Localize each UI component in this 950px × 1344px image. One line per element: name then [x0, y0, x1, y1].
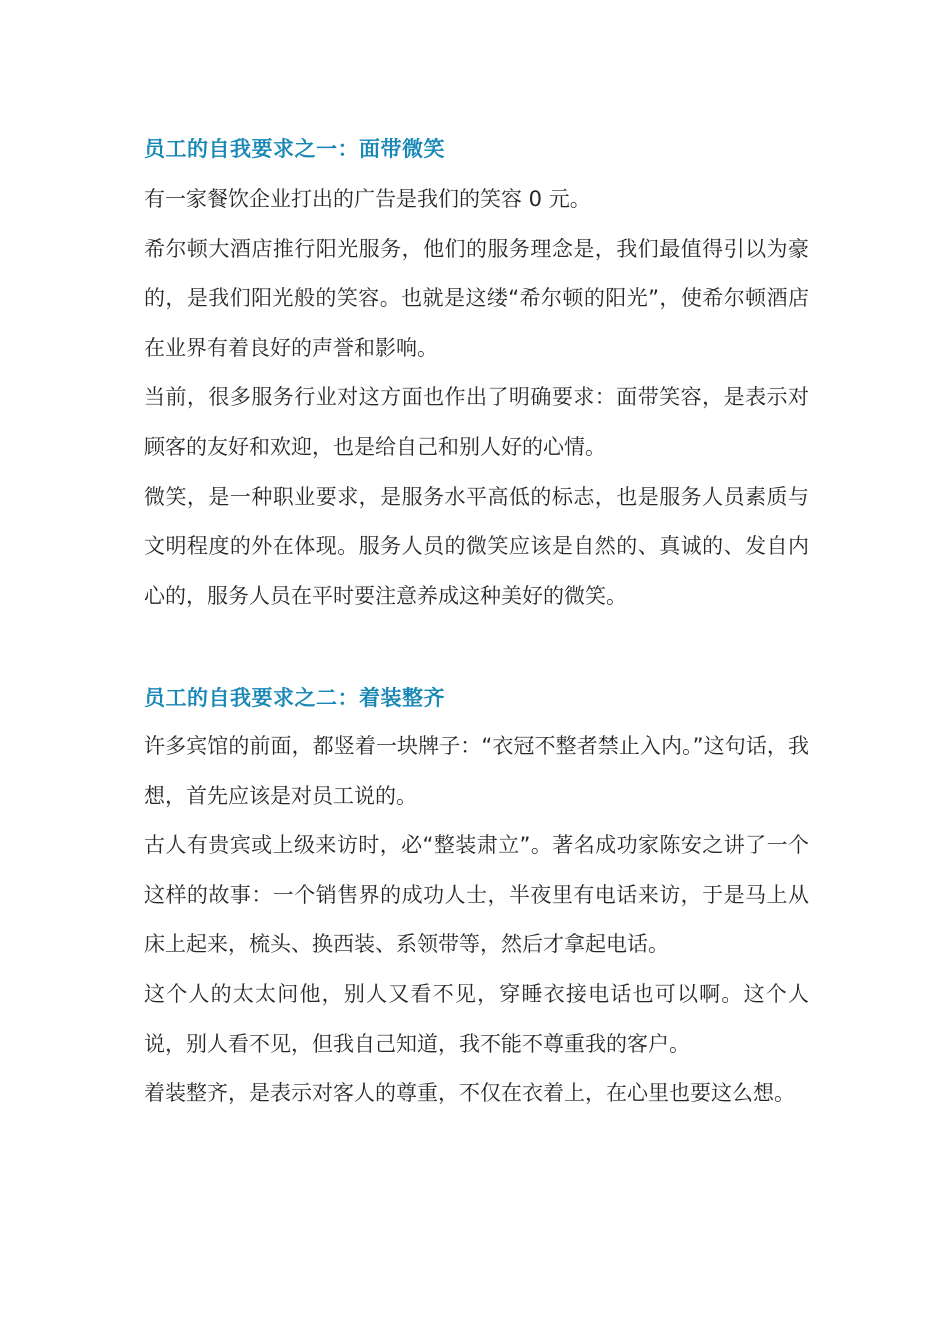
- paragraph: 有一家餐饮企业打出的广告是我们的笑容 0 元。: [144, 187, 591, 211]
- section-attire: [144, 678, 809, 1119]
- paragraph: 这个人的太太问他，别人又看不见，穿睡衣接电话也可以啊。这个人说，别人看不见，但我自己知道，我不能不尊重我的客户。: [144, 981, 809, 1056]
- paragraph: 当前，很多服务行业对这方面也作出了明确要求：面带笑容，是表示对顾客的友好和欢迎，也是给自己和别人好的心情。: [144, 385, 809, 459]
- paragraph: 古人有贵宾或上级来访时，必“整装肃立”。著名成功家陈安之讲了一个这样的故事：一个销售界的成功人士，半夜里有电话来访，于是马上从床上起来，梳头、换西装、系领带等，然后才拿起电话。: [144, 833, 809, 957]
- paragraph: 着装整齐，是表示对客人的尊重，不仅在衣着上，在心里也要这么想。: [144, 1081, 795, 1106]
- section-heading: 员工的自我要求之二：着装整齐: [144, 686, 445, 710]
- section-heading: 员工的自我要求之一：面带微笑: [144, 137, 445, 161]
- section-smile: [144, 129, 809, 621]
- paragraph: 许多宾馆的前面，都竖着一块牌子：“衣冠不整者禁止入内。”这句话，我想，首先应该是对员工说的。: [144, 734, 809, 808]
- paragraph: 微笑，是一种职业要求，是服务水平高低的标志，也是服务人员素质与文明程度的外在体现。服务人员的微笑应该是自然的、真诚的、发自内心的，服务人员在平时要注意养成这种美好的微笑。: [144, 484, 809, 608]
- paragraph: 希尔顿大酒店推行阳光服务，他们的服务理念是，我们最值得引以为豪的，是我们阳光般的笑容。也就是这缕“希尔顿的阳光”，使希尔顿酒店在业界有着良好的声誉和影响。: [144, 236, 809, 360]
